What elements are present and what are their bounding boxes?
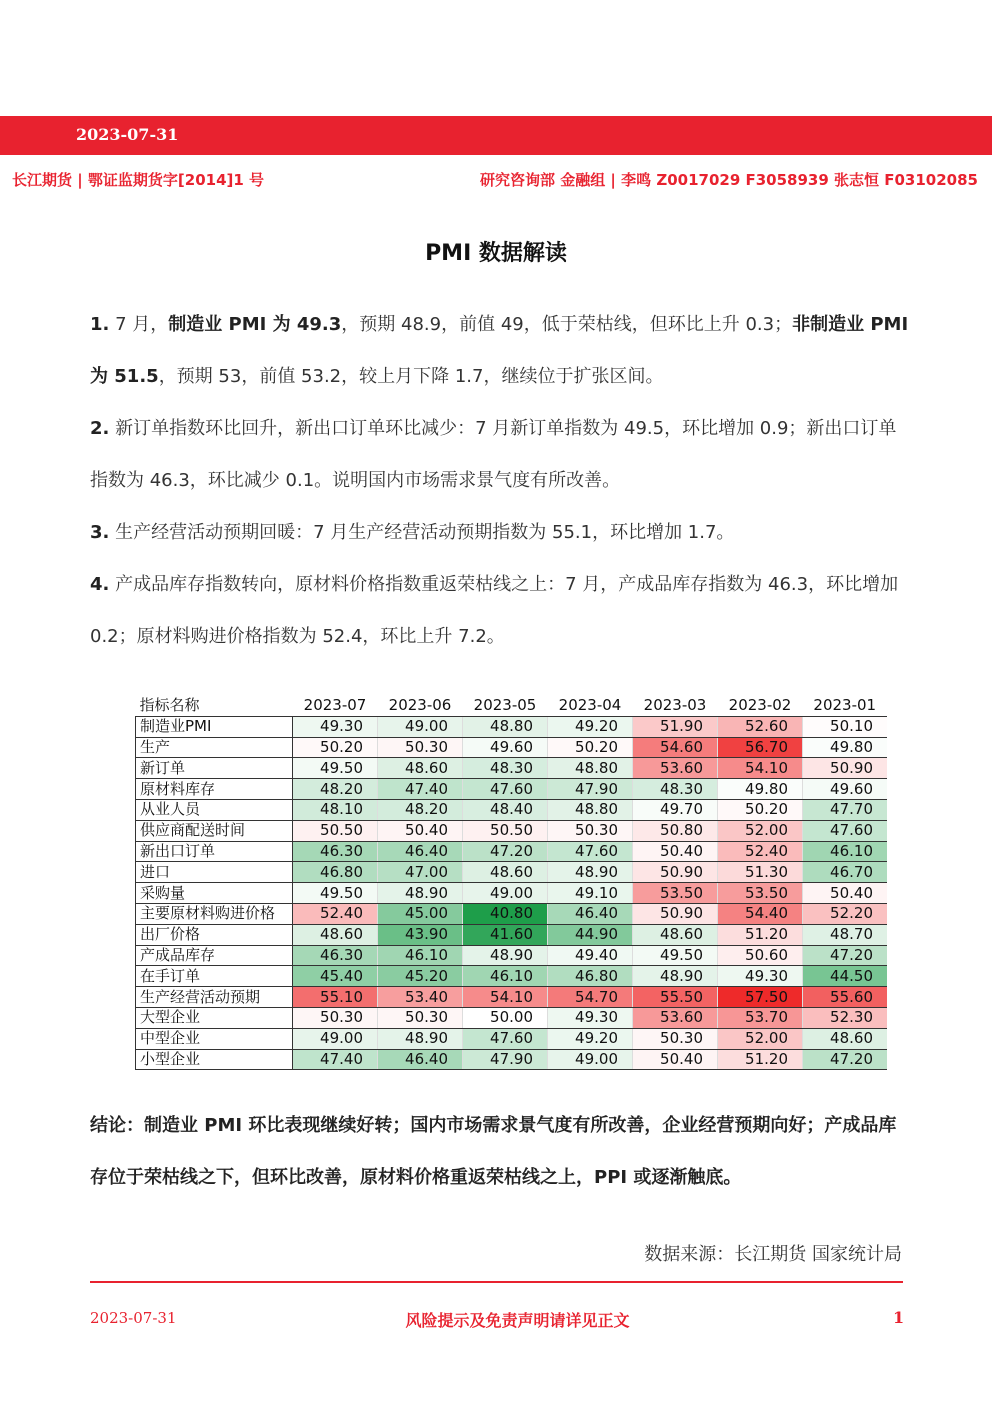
paragraph-text: 7 月， bbox=[109, 314, 169, 335]
table-row bbox=[136, 1028, 888, 1049]
column-header: 2023-03 bbox=[633, 696, 718, 716]
table-cell: 49.40 bbox=[548, 945, 633, 966]
table-cell: 49.60 bbox=[463, 737, 548, 758]
table-row bbox=[136, 924, 888, 945]
table-cell: 47.90 bbox=[463, 1049, 548, 1070]
table-cell: 48.20 bbox=[293, 779, 378, 800]
column-header: 2023-05 bbox=[463, 696, 548, 716]
table-cell: 48.60 bbox=[463, 862, 548, 883]
table-cell: 52.60 bbox=[718, 716, 803, 737]
table-cell: 48.10 bbox=[293, 799, 378, 820]
page-title: PMI 数据解读 bbox=[425, 241, 567, 266]
table-cell: 46.40 bbox=[548, 903, 633, 924]
row-label: 产成品库存 bbox=[136, 945, 293, 966]
table-cell: 48.90 bbox=[548, 862, 633, 883]
table-cell: 48.90 bbox=[463, 945, 548, 966]
table-row bbox=[136, 987, 888, 1008]
table-cell: 49.80 bbox=[718, 779, 803, 800]
table-cell: 48.70 bbox=[803, 924, 888, 945]
table-cell: 46.10 bbox=[803, 841, 888, 862]
table-cell: 48.40 bbox=[463, 799, 548, 820]
table-cell: 50.40 bbox=[633, 1049, 718, 1070]
table-cell: 49.50 bbox=[293, 883, 378, 904]
table-cell: 47.40 bbox=[293, 1049, 378, 1070]
table-cell: 49.50 bbox=[633, 945, 718, 966]
table-cell: 49.10 bbox=[548, 883, 633, 904]
footer-divider bbox=[90, 1281, 903, 1283]
table-cell: 46.40 bbox=[378, 1049, 463, 1070]
header-date: 2023-07-31 bbox=[76, 125, 179, 144]
table-row bbox=[136, 1007, 888, 1028]
row-label: 中型企业 bbox=[136, 1028, 293, 1049]
table-cell: 51.20 bbox=[718, 924, 803, 945]
table-cell: 50.30 bbox=[633, 1028, 718, 1049]
paragraph-lead: 2. bbox=[90, 418, 110, 439]
table-cell: 53.60 bbox=[633, 1007, 718, 1028]
table-cell: 49.00 bbox=[463, 883, 548, 904]
table-cell: 51.20 bbox=[718, 1049, 803, 1070]
row-label: 采购量 bbox=[136, 883, 293, 904]
table-row bbox=[136, 903, 888, 924]
table-cell: 50.20 bbox=[548, 737, 633, 758]
company-license: 长江期货 | 鄂证监期货字[2014]1 号 bbox=[12, 171, 265, 189]
pmi-table bbox=[135, 696, 887, 1070]
table-cell: 47.00 bbox=[378, 862, 463, 883]
table-cell: 52.40 bbox=[718, 841, 803, 862]
table-cell: 47.90 bbox=[548, 779, 633, 800]
row-label: 小型企业 bbox=[136, 1049, 293, 1070]
table-cell: 46.30 bbox=[293, 841, 378, 862]
table-cell: 43.90 bbox=[378, 924, 463, 945]
table-cell: 50.40 bbox=[633, 841, 718, 862]
table-cell: 46.10 bbox=[463, 966, 548, 987]
table-cell: 48.80 bbox=[463, 716, 548, 737]
row-label: 从业人员 bbox=[136, 799, 293, 820]
table-header-row bbox=[136, 696, 888, 716]
table-cell: 50.90 bbox=[803, 758, 888, 779]
table-cell: 50.00 bbox=[463, 1007, 548, 1028]
table-cell: 57.50 bbox=[718, 987, 803, 1008]
paragraph-text: ，预期 48.9，前值 49，低于荣枯线，但环比上升 0.3； bbox=[341, 314, 793, 335]
row-label: 新出口订单 bbox=[136, 841, 293, 862]
row-label: 生产 bbox=[136, 737, 293, 758]
conclusion: 结论：制造业 PMI 环比表现继续好转；国内市场需求景气度有所改善，企业经营预期向好；产成品库存位于荣枯线之下，但环比改善，原材料价格重返荣枯线之上，PPI 或逐渐触底。 bbox=[90, 1115, 897, 1188]
table-cell: 47.20 bbox=[803, 945, 888, 966]
table-cell: 50.30 bbox=[293, 1007, 378, 1028]
column-header: 2023-04 bbox=[548, 696, 633, 716]
paragraph-1 bbox=[90, 299, 910, 403]
table-cell: 50.20 bbox=[718, 799, 803, 820]
column-header: 2023-01 bbox=[803, 696, 888, 716]
table-row bbox=[136, 737, 888, 758]
paragraph-2 bbox=[90, 403, 910, 507]
table-cell: 49.00 bbox=[548, 1049, 633, 1070]
table-cell: 45.40 bbox=[293, 966, 378, 987]
table-cell: 50.50 bbox=[463, 820, 548, 841]
table-cell: 47.60 bbox=[803, 820, 888, 841]
table-cell: 53.50 bbox=[718, 883, 803, 904]
table-cell: 46.80 bbox=[548, 966, 633, 987]
table-row bbox=[136, 758, 888, 779]
table-cell: 48.90 bbox=[378, 883, 463, 904]
table-cell: 54.10 bbox=[718, 758, 803, 779]
paragraph-text: ，预期 53，前值 53.2，较上月下降 1.7，继续位于扩张区间。 bbox=[158, 366, 664, 387]
table-row bbox=[136, 945, 888, 966]
table-cell: 40.80 bbox=[463, 903, 548, 924]
table-cell: 47.40 bbox=[378, 779, 463, 800]
row-label: 制造业PMI bbox=[136, 716, 293, 737]
table-cell: 50.10 bbox=[803, 716, 888, 737]
table-cell: 48.80 bbox=[548, 799, 633, 820]
table-cell: 52.30 bbox=[803, 1007, 888, 1028]
table-cell: 44.50 bbox=[803, 966, 888, 987]
table-cell: 50.60 bbox=[718, 945, 803, 966]
column-header: 2023-07 bbox=[293, 696, 378, 716]
table-row bbox=[136, 799, 888, 820]
table-row bbox=[136, 716, 888, 737]
table-cell: 53.40 bbox=[378, 987, 463, 1008]
table-cell: 54.10 bbox=[463, 987, 548, 1008]
table-cell: 48.60 bbox=[293, 924, 378, 945]
page-number: 1 bbox=[893, 1308, 905, 1327]
table-cell: 45.00 bbox=[378, 903, 463, 924]
table-cell: 45.20 bbox=[378, 966, 463, 987]
paragraph-text: 生产经营活动预期回暖：7 月生产经营活动预期指数为 55.1，环比增加 1.7。 bbox=[109, 522, 735, 543]
table-row bbox=[136, 883, 888, 904]
table-cell: 49.00 bbox=[378, 716, 463, 737]
table-cell: 54.70 bbox=[548, 987, 633, 1008]
table-row bbox=[136, 862, 888, 883]
analyst-info: 研究咨询部 金融组 | 李鸣 Z0017029 F3058939 张志恒 F03102085 bbox=[479, 171, 978, 189]
row-label: 出厂价格 bbox=[136, 924, 293, 945]
table-cell: 41.60 bbox=[463, 924, 548, 945]
table-cell: 47.60 bbox=[463, 779, 548, 800]
row-label: 生产经营活动预期 bbox=[136, 987, 293, 1008]
table-cell: 52.20 bbox=[803, 903, 888, 924]
table-cell: 53.70 bbox=[718, 1007, 803, 1028]
header-banner bbox=[0, 116, 992, 155]
table-cell: 49.00 bbox=[293, 1028, 378, 1049]
table-cell: 55.60 bbox=[803, 987, 888, 1008]
footer-date: 2023-07-31 bbox=[90, 1309, 177, 1327]
table-cell: 46.30 bbox=[293, 945, 378, 966]
table-cell: 48.30 bbox=[463, 758, 548, 779]
paragraph-lead: 4. bbox=[90, 574, 110, 595]
paragraph-bold: 制造业 PMI 为 49.3 bbox=[168, 314, 342, 335]
table-cell: 51.30 bbox=[718, 862, 803, 883]
table-row bbox=[136, 779, 888, 800]
table-row bbox=[136, 966, 888, 987]
table-cell: 48.60 bbox=[803, 1028, 888, 1049]
table-cell: 46.40 bbox=[378, 841, 463, 862]
table-cell: 50.30 bbox=[378, 737, 463, 758]
table-cell: 55.10 bbox=[293, 987, 378, 1008]
table-cell: 54.60 bbox=[633, 737, 718, 758]
row-label: 供应商配送时间 bbox=[136, 820, 293, 841]
table-cell: 52.00 bbox=[718, 820, 803, 841]
table-cell: 48.90 bbox=[633, 966, 718, 987]
table-cell: 47.60 bbox=[463, 1028, 548, 1049]
paragraph-lead: 1. bbox=[90, 314, 110, 335]
table-cell: 48.60 bbox=[633, 924, 718, 945]
table-cell: 50.30 bbox=[378, 1007, 463, 1028]
paragraph-lead: 3. bbox=[90, 522, 110, 543]
table-cell: 50.80 bbox=[633, 820, 718, 841]
pmi-heatmap-table bbox=[135, 696, 887, 1070]
column-header-name: 指标名称 bbox=[136, 696, 293, 716]
table-cell: 47.60 bbox=[548, 841, 633, 862]
table-cell: 44.90 bbox=[548, 924, 633, 945]
row-label: 进口 bbox=[136, 862, 293, 883]
table-cell: 47.70 bbox=[803, 799, 888, 820]
table-row bbox=[136, 841, 888, 862]
table-cell: 50.40 bbox=[378, 820, 463, 841]
table-cell: 48.90 bbox=[378, 1028, 463, 1049]
table-cell: 48.30 bbox=[633, 779, 718, 800]
table-cell: 49.30 bbox=[718, 966, 803, 987]
table-row bbox=[136, 1049, 888, 1070]
table-cell: 52.40 bbox=[293, 903, 378, 924]
table-cell: 48.20 bbox=[378, 799, 463, 820]
table-cell: 51.90 bbox=[633, 716, 718, 737]
table-cell: 55.50 bbox=[633, 987, 718, 1008]
data-source: 数据来源：长江期货 国家统计局 bbox=[644, 1244, 902, 1265]
table-cell: 49.80 bbox=[803, 737, 888, 758]
paragraph-text: 新订单指数环比回升，新出口订单环比减少：7 月新订单指数为 49.5，环比增加 0.9；新出口订单指数为 46.3，环比减少 0.1。说明国内市场需求景气度有所改善。 bbox=[90, 418, 897, 491]
table-cell: 48.80 bbox=[548, 758, 633, 779]
table-cell: 49.60 bbox=[803, 779, 888, 800]
table-cell: 50.20 bbox=[293, 737, 378, 758]
table-cell: 49.30 bbox=[548, 1007, 633, 1028]
table-cell: 49.20 bbox=[548, 716, 633, 737]
table-cell: 53.60 bbox=[633, 758, 718, 779]
table-cell: 46.70 bbox=[803, 862, 888, 883]
table-cell: 47.20 bbox=[803, 1049, 888, 1070]
table-cell: 50.90 bbox=[633, 862, 718, 883]
table-cell: 49.20 bbox=[548, 1028, 633, 1049]
table-cell: 46.10 bbox=[378, 945, 463, 966]
paragraph-4 bbox=[90, 559, 910, 663]
row-label: 大型企业 bbox=[136, 1007, 293, 1028]
paragraph-bold: 非制造业 PMI 为 51.5 bbox=[90, 314, 909, 387]
table-cell: 52.00 bbox=[718, 1028, 803, 1049]
table-cell: 53.50 bbox=[633, 883, 718, 904]
paragraph-3 bbox=[90, 507, 910, 559]
column-header: 2023-02 bbox=[718, 696, 803, 716]
table-cell: 50.90 bbox=[633, 903, 718, 924]
table-cell: 50.30 bbox=[548, 820, 633, 841]
paragraph-text: 产成品库存指数转向，原材料价格指数重返荣枯线之上：7 月，产成品库存指数为 46.3，环比增加 0.2；原材料购进价格指数为 52.4，环比上升 7.2。 bbox=[90, 574, 899, 647]
footer-disclaimer: 风险提示及免责声明请详见正文 bbox=[405, 1311, 630, 1330]
table-cell: 50.50 bbox=[293, 820, 378, 841]
table-row bbox=[136, 820, 888, 841]
row-label: 在手订单 bbox=[136, 966, 293, 987]
row-label: 原材料库存 bbox=[136, 779, 293, 800]
table-cell: 49.50 bbox=[293, 758, 378, 779]
row-label: 新订单 bbox=[136, 758, 293, 779]
column-header: 2023-06 bbox=[378, 696, 463, 716]
table-cell: 48.60 bbox=[378, 758, 463, 779]
table-cell: 56.70 bbox=[718, 737, 803, 758]
table-cell: 49.30 bbox=[293, 716, 378, 737]
table-cell: 49.70 bbox=[633, 799, 718, 820]
row-label: 主要原材料购进价格 bbox=[136, 903, 293, 924]
table-cell: 50.40 bbox=[803, 883, 888, 904]
table-cell: 47.20 bbox=[463, 841, 548, 862]
table-cell: 46.80 bbox=[293, 862, 378, 883]
table-cell: 54.40 bbox=[718, 903, 803, 924]
